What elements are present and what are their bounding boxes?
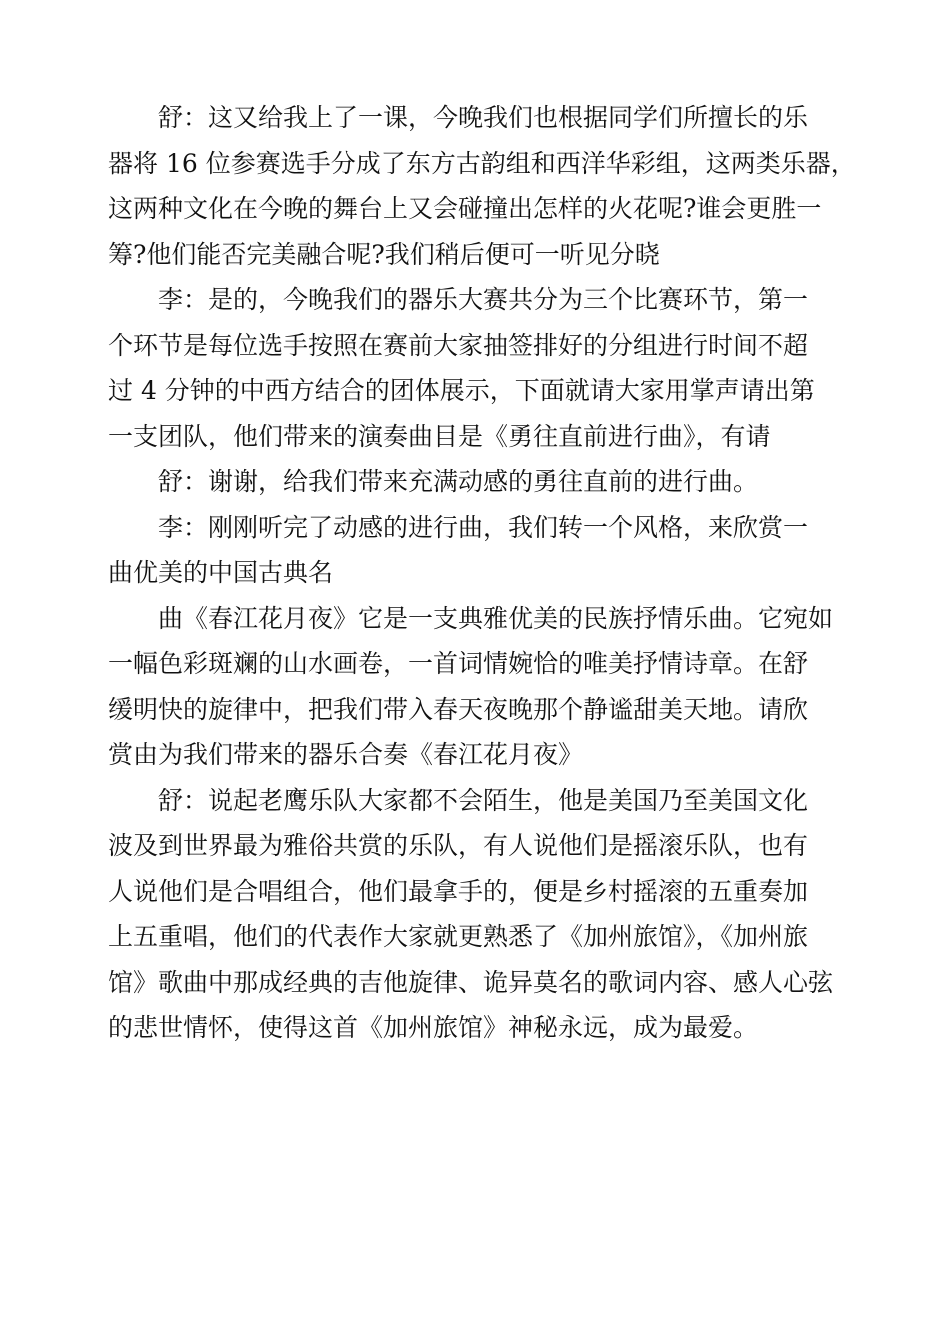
text-line: 李：刚刚听完了动感的进行曲，我们转一个风格，来欣赏一 xyxy=(158,512,809,542)
text-line: 个环节是每位选手按照在赛前大家抽签排好的分组进行时间不超 xyxy=(108,330,809,360)
text-line: 一幅色彩斑斓的山水画卷，一首词情婉恰的唯美抒情诗章。在舒 xyxy=(108,649,809,678)
text-line: 上五重唱，他们的代表作大家就更熟悉了《加州旅馆》，《加州旅 xyxy=(108,922,809,951)
text-line: 赏由为我们带来的器乐合奏《春江花月夜》 xyxy=(108,740,584,769)
text-line: 缓明快的旋律中，把我们带入春天夜晚那个静谧甜美天地。请欣 xyxy=(108,694,809,724)
text-line: 波及到世界最为雅俗共赏的乐队，有人说他们是摇滚乐队，也有 xyxy=(108,831,809,860)
text-line: 筹?他们能否完美融合呢?我们稍后便可一听见分晓 xyxy=(108,239,660,269)
text-line: 的悲世情怀，使得这首《加州旅馆》神秘永远，成为最爱。 xyxy=(108,1013,759,1042)
text-line: 曲《春江花月夜》它是一支典雅优美的民族抒情乐曲。它宛如 xyxy=(158,603,834,633)
text-line: 舒：说起老鹰乐队大家都不会陌生，他是美国乃至美国文化 xyxy=(158,785,809,815)
text-line: 过 4 分钟的中西方结合的团体展示，下面就请大家用掌声请出第 xyxy=(108,376,815,405)
text-line: 舒：谢谢，给我们带来充满动感的勇往直前的进行曲。 xyxy=(158,467,759,496)
text-line: 馆》歌曲中那成经典的吉他旋律、诡异莫名的歌词内容、感人心弦 xyxy=(108,967,834,997)
text-line: 李：是的，今晚我们的器乐大赛共分为三个比赛环节，第一 xyxy=(158,285,809,314)
document-body xyxy=(108,95,868,1051)
text-line: 器将 16 位参赛选手分成了东方古韵组和西洋华彩组，这两类乐器， xyxy=(108,148,856,178)
text-line: 人说他们是合唱组合，他们最拿手的，便是乡村摇滚的五重奏加 xyxy=(108,876,809,906)
text-line: 曲优美的中国古典名 xyxy=(108,558,334,587)
text-line: 一支团队，他们带来的演奏曲目是《勇往直前进行曲》，有请 xyxy=(108,421,771,451)
text-line: 这两种文化在今晚的舞台上又会碰撞出怎样的火花呢?谁会更胜一 xyxy=(108,194,822,223)
text-line: 舒：这又给我上了一课，今晚我们也根据同学们所擅长的乐 xyxy=(158,103,809,132)
